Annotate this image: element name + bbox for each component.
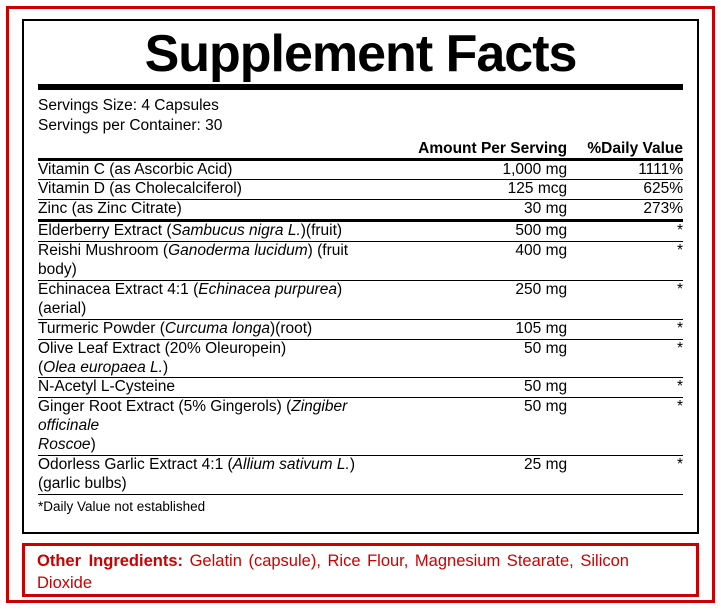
table-row: [38, 180, 683, 200]
ingredient-amount: 50 mg: [375, 339, 567, 378]
ingredient-dv: *: [567, 221, 683, 242]
table-row: [38, 378, 683, 398]
table-row: [38, 200, 683, 221]
supplement-facts-table: [38, 140, 683, 495]
table-row: [38, 398, 683, 456]
ingredient-dv: *: [567, 378, 683, 398]
nutrient-name: Zinc (as Zinc Citrate): [38, 200, 375, 221]
ingredient-name: N-Acetyl L-Cysteine: [38, 378, 375, 398]
ingredient-name: Echinacea Extract 4:1 (Echinacea purpurea) (aerial): [38, 280, 375, 319]
ingredient-amount: 50 mg: [375, 378, 567, 398]
nutrient-amount: 1,000 mg: [375, 159, 567, 180]
nutrient-dv: 625%: [567, 180, 683, 200]
ingredient-amount: 25 mg: [375, 456, 567, 495]
daily-value-footnote: *Daily Value not established: [38, 498, 206, 514]
nutrient-dv: 1111%: [567, 159, 683, 180]
supplement-label-panel: [6, 6, 715, 603]
ingredient-amount: 250 mg: [375, 280, 567, 319]
header-blank: [38, 140, 375, 160]
table-header-row: [38, 140, 683, 160]
supplement-facts-box: [22, 19, 699, 534]
other-ingredients-list: Gelatin (capsule), Rice Flour, Magnesium Stearate, Silicon Dioxide: [37, 552, 629, 593]
nutrient-amount: 125 mcg: [375, 180, 567, 200]
ingredient-amount: 105 mg: [375, 319, 567, 339]
ingredient-amount: 400 mg: [375, 242, 567, 281]
servings-size: Servings Size: 4 Capsules: [38, 96, 219, 114]
ingredient-name: Reishi Mushroom (Ganoderma lucidum) (fruit body): [38, 242, 375, 281]
other-ingredients-box: [22, 543, 699, 597]
table-row: [38, 159, 683, 180]
table-row: [38, 280, 683, 319]
ingredient-dv: *: [567, 398, 683, 456]
table-row: [38, 319, 683, 339]
ingredient-amount: 50 mg: [375, 398, 567, 456]
table-row: [38, 221, 683, 242]
ingredient-name: Olive Leaf Extract (20% Oleuropein) (Olea europaea L.): [38, 339, 375, 378]
ingredient-dv: *: [567, 339, 683, 378]
other-ingredients-label: Other Ingredients:: [37, 552, 184, 570]
ingredient-name: Elderberry Extract (Sambucus nigra L.)(fruit): [38, 221, 375, 242]
ingredient-name: Turmeric Powder (Curcuma longa)(root): [38, 319, 375, 339]
nutrient-name: Vitamin C (as Ascorbic Acid): [38, 159, 375, 180]
ingredient-amount: 500 mg: [375, 221, 567, 242]
servings-per-container: Servings per Container: 30: [38, 117, 223, 135]
page-title: Supplement Facts: [144, 25, 577, 83]
table-row: [38, 456, 683, 495]
title-divider: [38, 84, 683, 90]
other-ingredients-text: [37, 550, 684, 595]
ingredient-dv: *: [567, 456, 683, 495]
nutrient-amount: 30 mg: [375, 200, 567, 221]
nutrient-dv: 273%: [567, 200, 683, 221]
ingredient-name: Ginger Root Extract (5% Gingerols) (Zingiber officinale Roscoe): [38, 398, 375, 456]
ingredient-name: Odorless Garlic Extract 4:1 (Allium sativum L.) (garlic bulbs): [38, 456, 375, 495]
ingredient-dv: *: [567, 280, 683, 319]
ingredient-dv: *: [567, 242, 683, 281]
header-amount-per-serving: Amount Per Serving: [375, 140, 567, 160]
table-row: [38, 242, 683, 281]
table-row: [38, 339, 683, 378]
ingredient-dv: *: [567, 319, 683, 339]
servings-info: [38, 96, 683, 137]
nutrient-name: Vitamin D (as Cholecalciferol): [38, 180, 375, 200]
header-daily-value: %Daily Value: [567, 140, 683, 160]
